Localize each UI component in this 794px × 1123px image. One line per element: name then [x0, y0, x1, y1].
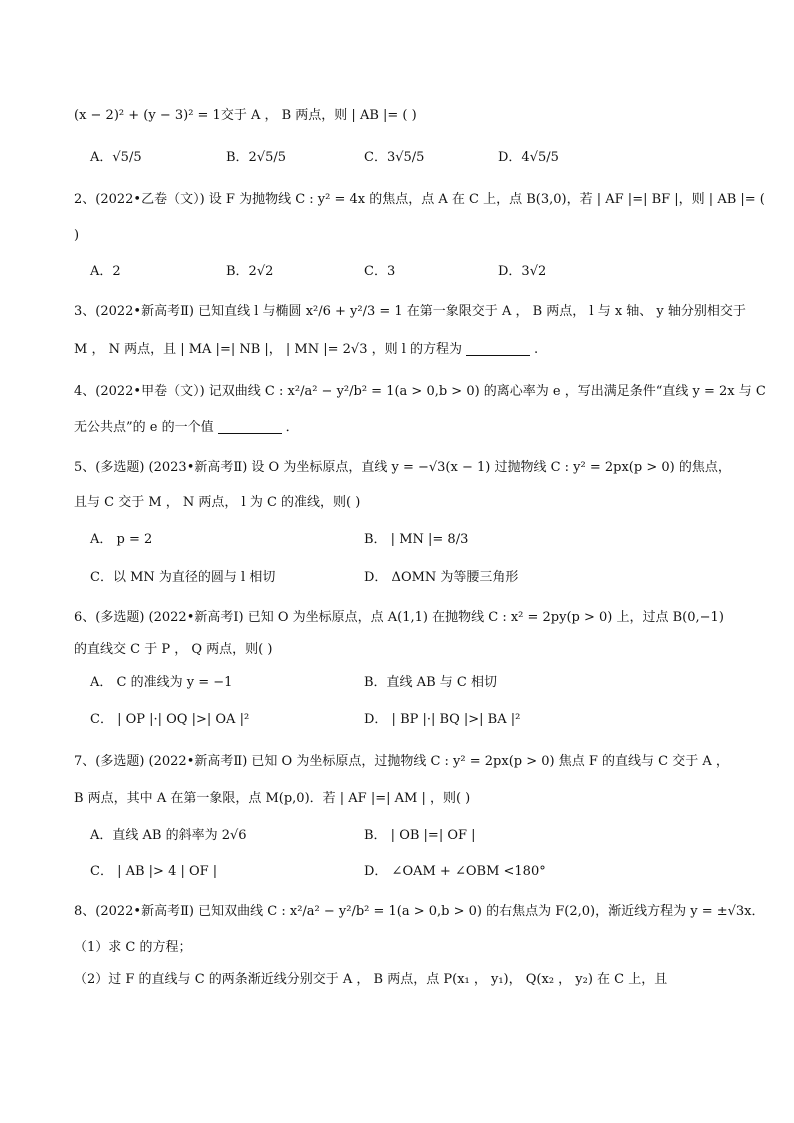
q6-line1: 6、(多选题) (2022•新高考Ⅰ) 已知 O 为坐标原点，点 A(1,1) 在抛物线 C : x² = 2py(p > 0) 上，过点 B(0,−1): [74, 610, 724, 625]
q4-line2-text: 无公共点”的 e 的一个值: [74, 420, 214, 435]
q5-option-d: D． ΔOMN 为等腰三角形: [364, 570, 519, 585]
q3-line2-end: .: [534, 342, 539, 357]
q7-line2: B 两点，其中 A 在第一象限，点 M(p,0)．若 | AF |=| AM | ，则( ): [74, 791, 471, 806]
q3-answer-blank: [466, 343, 530, 356]
intro-stem: (x − 2)² + (y − 3)² = 1交于 A ， B 两点，则 | AB |= ( ): [74, 108, 417, 123]
q7-option-a: A．直线 AB 的斜率为 2√6: [90, 828, 247, 843]
q7-line1: 7、(多选题) (2022•新高考Ⅱ) 已知 O 为坐标原点，过抛物线 C : y² = 2px(p > 0) 焦点 F 的直线与 C 交于 A ，: [74, 754, 729, 769]
q7-option-c: C． | AB |> 4 | OF |: [90, 864, 218, 879]
q5-line1: 5、(多选题) (2023•新高考Ⅱ) 设 O 为坐标原点，直线 y = −√3(x − 1) 过抛物线 C : y² = 2px(p > 0) 的焦点，: [74, 460, 731, 475]
q5-option-c: C．以 MN 为直径的圆与 l 相切: [90, 570, 276, 585]
q7-option-d: D． ∠OAM + ∠OBM <180°: [364, 864, 546, 879]
q2-option-a: A．2: [90, 264, 121, 279]
intro-option-b: B．2√5/5: [226, 150, 287, 165]
q2-option-b: B．2√2: [226, 264, 274, 279]
q3-line1: 3、(2022•新高考Ⅱ) 已知直线 l 与椭圆 x²/6 + y²/3 = 1 在第一象限交于 A ， B 两点， l 与 x 轴、 y 轴分别相交于: [74, 304, 746, 319]
q4-answer-blank: [218, 421, 282, 434]
q3-line2-text: M ， N 两点，且 | MA |=| NB |， | MN |= 2√3 ，则 l 的方程为: [74, 342, 463, 357]
q2-option-d: D．3√2: [498, 264, 547, 279]
q8-sub2: （2）过 F 的直线与 C 的两条渐近线分别交于 A ， B 两点，点 P(x₁ ， y₁)， Q(x₂ ， y₂) 在 C 上，且: [74, 972, 668, 987]
q6-line2: 的直线交 C 于 P ， Q 两点，则( ): [74, 642, 273, 657]
intro-option-c: C．3√5/5: [364, 150, 425, 165]
q2-line1: 2、(2022•乙卷（文）) 设 F 为抛物线 C : y² = 4x 的焦点，点 A 在 C 上，点 B(3,0)，若 | AF |=| BF |，则 | AB |= (: [74, 192, 765, 207]
q4-line1: 4、(2022•甲卷（文）) 记双曲线 C : x²/a² − y²/b² = 1(a > 0,b > 0) 的离心率为 e ，写出满足条件“直线 y = 2x 与 C: [74, 384, 766, 399]
intro-option-a: A．√5/5: [90, 150, 142, 165]
q5-option-b: B． | MN |= 8/3: [364, 532, 469, 547]
q4-line2: [74, 418, 754, 438]
q4-line2-end: ．: [285, 420, 299, 435]
q2-option-c: C．3: [364, 264, 396, 279]
q6-option-b: B．直线 AB 与 C 相切: [364, 675, 497, 690]
q5-option-a: A． p = 2: [90, 532, 153, 547]
q8-sub1: （1）求 C 的方程；: [74, 940, 192, 955]
q7-option-b: B． | OB |=| OF |: [364, 828, 476, 843]
q6-option-d: D． | BP |·| BQ |>| BA |²: [364, 712, 521, 727]
q6-option-c: C． | OP |·| OQ |>| OA |²: [90, 712, 250, 727]
q8-line1: 8、(2022•新高考Ⅱ) 已知双曲线 C : x²/a² − y²/b² = 1(a > 0,b > 0) 的右焦点为 F(2,0)，渐近线方程为 y = ±√3x．: [74, 904, 765, 919]
q2-line2: ): [74, 228, 80, 243]
q6-option-a: A． C 的准线为 y = −1: [90, 675, 233, 690]
intro-option-d: D．4√5/5: [498, 150, 559, 165]
q3-line2: [74, 340, 754, 360]
q5-line2: 且与 C 交于 M ， N 两点， l 为 C 的准线，则( ): [74, 495, 361, 510]
